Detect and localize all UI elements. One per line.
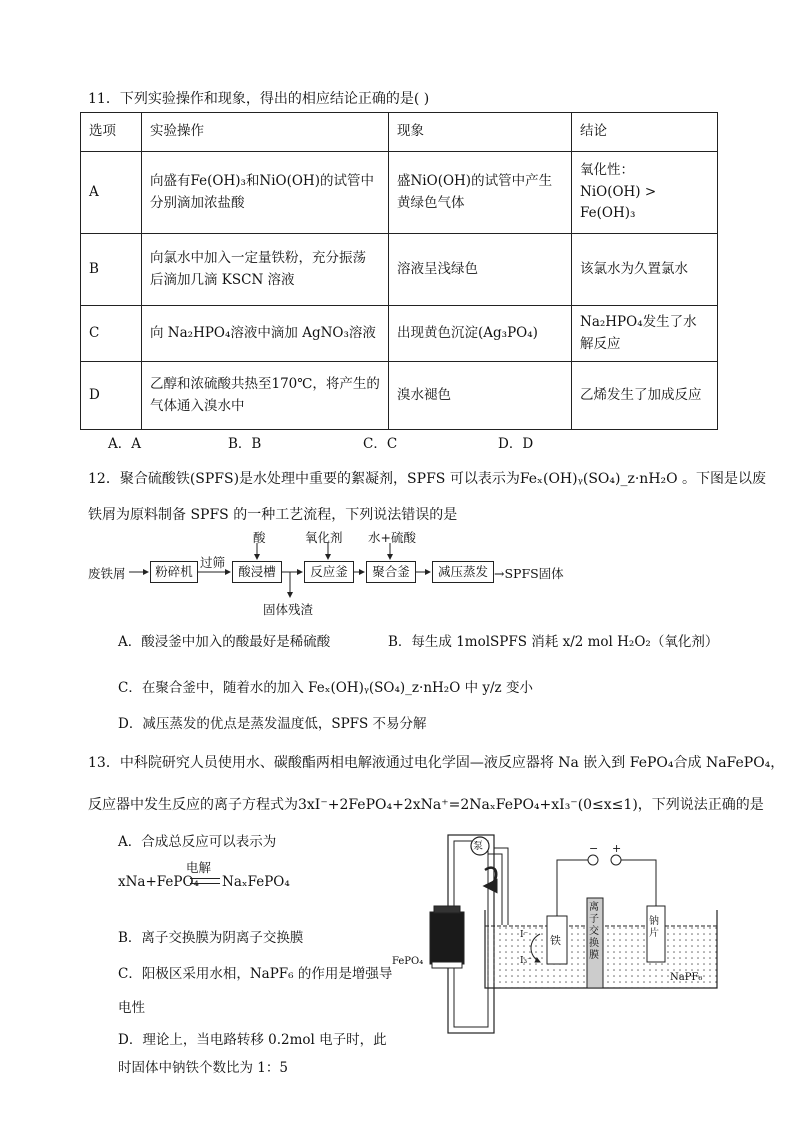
operation-line: 后滴加几滴 KSCN 溶液 [150,271,295,288]
operation-line: 分别滴加浓盐酸 [150,194,245,211]
flow-sieve-label: 过筛 [200,555,226,570]
operation-line: 乙醇和浓硫酸共热至170℃，将产生的 [150,375,380,392]
q13-reactor-diagram [390,830,720,1060]
conclusion-cell: Na₂HPO₄发生了水解反应 [572,306,718,362]
phenomenon-cell: 出现黄色沉淀(Ag₃PO₄) [389,306,572,362]
triiodide-label: I₃⁻ [520,956,532,966]
flow-acid-label: 酸 [253,530,266,545]
choice-c[interactable]: C．C [363,436,398,452]
option-label: D [81,362,142,430]
q12-stem-line2: 铁屑为原料制备 SPFS 的一种工艺流程，下列说法错误的是 [88,507,458,523]
electrolyte-label: NaPF₆ [670,972,703,983]
header-operation: 实验操作 [142,113,389,152]
q13-option-d-line2: 时固体中钠铁个数比为 1：5 [118,1060,288,1076]
flow-water-acid-label: 水+硫酸 [368,530,416,545]
flow-oxidant-label: 氧化剂 [305,530,343,545]
flow-residue-label: 固体残渣 [263,602,314,617]
pump-label: 泵 [473,841,483,852]
q12-option-c[interactable]: C．在聚合釜中，随着水的加入 Feₓ(OH)ᵧ(SO₄)_z·nH₂O 中 y/z 变小 [118,680,533,696]
option-label: A [81,152,142,234]
flow-node-polymerizer: 聚合釜 [366,561,416,583]
operation-line: 气体通入溴水中 [150,397,245,414]
flow-node-crusher: 粉碎机 [150,561,198,583]
conclusion-cell: 该氯水为久置氯水 [572,234,718,306]
q13-option-b[interactable]: B．离子交换膜为阴离子交换膜 [118,930,304,946]
phenomenon-cell: 溶液呈浅绿色 [389,234,572,306]
q13-eq-right: NaₓFePO₄ [222,874,290,890]
plus-terminal-label: + [612,842,622,855]
q12-option-b[interactable]: B．每生成 1molSPFS 消耗 x/2 mol H₂O₂（氧化剂） [388,634,719,650]
iodide-label: I⁻ [520,930,529,940]
option-label: B [81,234,142,306]
choice-a[interactable]: A．A [108,436,141,452]
iron-electrode-label: 铁 [550,934,561,947]
flow-node-acid-tank: 酸浸槽 [232,561,282,583]
conclusion-line: NiO(OH) > Fe(OH)₃ [580,183,657,222]
flow-end-label: →SPFS固体 [494,566,564,581]
minus-terminal-label: − [589,842,599,855]
conclusion-line: 氧化性： [580,162,634,179]
fepo4-label: FePO₄ [392,956,424,967]
sodium-electrode-label: 钠片 [649,916,659,939]
q13-eq-left: xNa+FePO₄ [118,874,199,890]
phenomenon-cell: 溴水褪色 [389,362,572,430]
q13-option-a[interactable]: A．合成总反应可以表示为 [118,834,277,850]
operation-line: 向氯水中加入一定量铁粉，充分振荡 [150,249,366,266]
conclusion-cell: 乙烯发生了加成反应 [572,362,718,430]
q12-option-a[interactable]: A．酸浸釜中加入的酸最好是稀硫酸 [118,634,331,650]
choice-b[interactable]: B．B [228,436,262,452]
header-conclusion: 结论 [572,113,718,152]
flow-node-evaporator: 减压蒸发 [432,561,494,583]
q13-stem-line1: 13．中科院研究人员使用水、碳酸酯两相电解液通过电化学固—液反应器将 Na 嵌入到 FePO₄合成 NaFePO₄， [88,755,785,771]
flow-start-label: 废铁屑 [88,566,126,581]
phenomenon-line: 盛NiO(OH)的试管中产生 [397,172,553,189]
q13-option-c-line2: 电性 [118,1000,145,1016]
q13-eq-over: 电解 [186,860,212,875]
header-option: 选项 [81,113,142,152]
q13-stem-line2: 反应器中发生反应的离子方程式为3xI⁻+2FePO₄+2xNa⁺=2NaₓFePO₄+xI₃⁻(0≤x≤1)，下列说法正确的是 [88,797,764,813]
q12-stem-line1: 12．聚合硫酸铁(SPFS)是水处理中重要的絮凝剂，SPFS 可以表示为Feₓ(OH)ᵧ(SO₄)_z·nH₂O 。下图是以废 [88,471,767,487]
operation-line: 向盛有Fe(OH)₃和NiO(OH)的试管中 [150,172,374,189]
choice-d[interactable]: D．D [498,436,534,452]
q12-option-d[interactable]: D．减压蒸发的优点是蒸发温度低，SPFS 不易分解 [118,716,427,732]
q11-stem: 11．下列实验操作和现象，得出的相应结论正确的是( ) [88,91,430,107]
q13-eq-sign [190,878,220,884]
membrane-label: 离子交换膜 [589,902,599,961]
q13-option-d-line1[interactable]: D．理论上，当电路转移 0.2mol 电子时，此 [118,1032,387,1048]
option-label: C [81,306,142,362]
flow-node-reactor: 反应釜 [304,561,354,583]
operation-cell: 向 Na₂HPO₄溶液中滴加 AgNO₃溶液 [142,306,389,362]
q13-option-c-line1[interactable]: C．阳极区采用水相，NaPF₆ 的作用是增强导 [118,966,393,982]
header-phenomenon: 现象 [389,113,572,152]
phenomenon-line: 黄绿色气体 [397,194,465,211]
